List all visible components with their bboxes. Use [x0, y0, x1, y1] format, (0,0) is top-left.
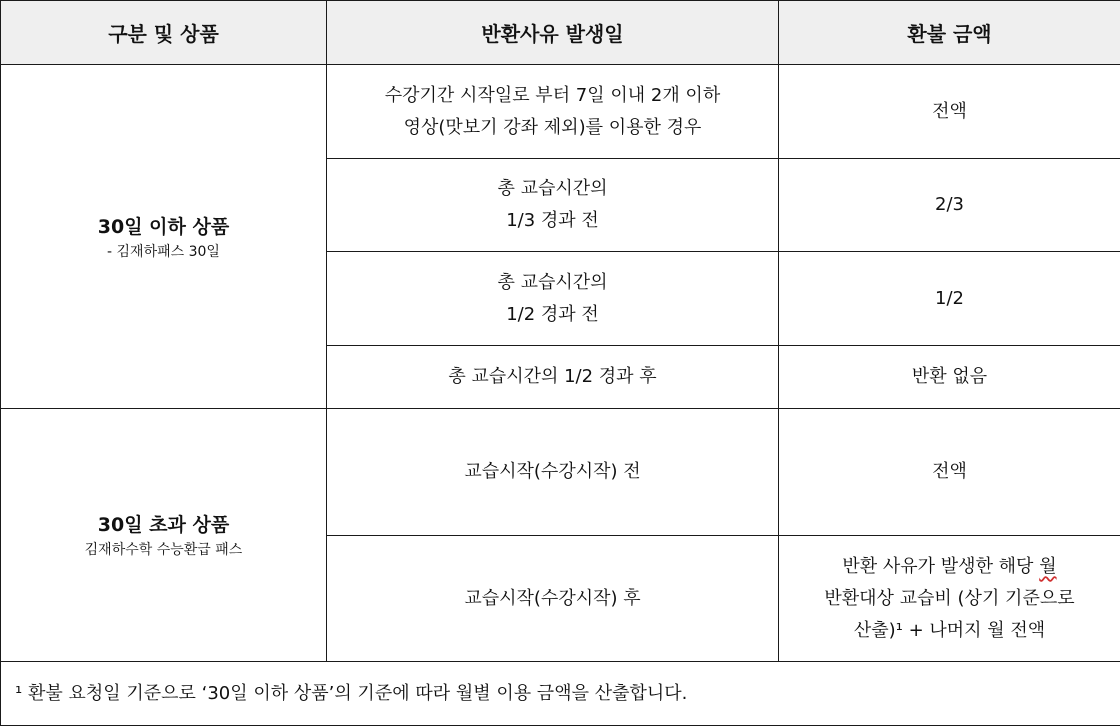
reason-text: 수강기간 시작일로 부터 7일 이내 2개 이하	[384, 84, 721, 106]
footnote: ¹ 환불 요청일 기준으로 ‘30일 이하 상품’의 기준에 따라 월별 이용 금액을 산출합니다.	[1, 662, 1120, 726]
reason-text: 1/2 경과 전	[506, 303, 599, 325]
refund-cell: 1/2	[779, 252, 1120, 346]
reason-cell	[327, 65, 779, 159]
refund-text: 반환대상 교습비 (상기 기준으로	[824, 587, 1075, 609]
refund-text	[789, 551, 1110, 583]
refund-text: 산출)¹ + 나머지 월 전액	[853, 619, 1046, 641]
reason-text: 총 교습시간의	[497, 178, 608, 199]
table-row	[1, 65, 1120, 159]
refund-cell	[779, 536, 1120, 662]
product-cell	[1, 65, 327, 409]
refund-cell: 반환 없음	[779, 346, 1120, 409]
product-title: 30일 초과 상품	[97, 514, 230, 536]
footnote-row	[1, 662, 1120, 726]
header-reason-date: 반환사유 발생일	[327, 1, 779, 65]
refund-cell: 2/3	[779, 159, 1120, 252]
reason-text: 교습시작(수강시작) 전	[464, 461, 641, 482]
reason-cell	[327, 159, 779, 252]
spellcheck-marked-word: 월	[1039, 555, 1057, 577]
reason-text: 1/3 경과 전	[506, 210, 599, 231]
refund-cell: 전액	[779, 65, 1120, 159]
table-row	[1, 409, 1120, 536]
product-cell	[1, 409, 327, 662]
refund-text-part: 반환 사유가 발생한 해당	[842, 555, 1040, 577]
reason-text: 총 교습시간의	[497, 271, 608, 293]
reason-cell	[327, 252, 779, 346]
header-category: 구분 및 상품	[1, 1, 327, 65]
reason-text: 교습시작(수강시작) 후	[464, 587, 641, 609]
reason-cell	[327, 346, 779, 409]
header-row	[1, 1, 1120, 65]
product-subtitle: 김재하수학 수능환급 패스	[84, 542, 243, 558]
reason-cell	[327, 409, 779, 536]
refund-cell: 전액	[779, 409, 1120, 536]
reason-cell	[327, 536, 779, 662]
product-subtitle: - 김재하패스 30일	[107, 243, 220, 260]
reason-text: 총 교습시간의 1/2 경과 후	[448, 366, 657, 387]
reason-text: 영상(맛보기 강좌 제외)를 이용한 경우	[403, 116, 702, 138]
header-refund-amount: 환불 금액	[779, 1, 1120, 65]
product-title: 30일 이하 상품	[97, 215, 230, 238]
